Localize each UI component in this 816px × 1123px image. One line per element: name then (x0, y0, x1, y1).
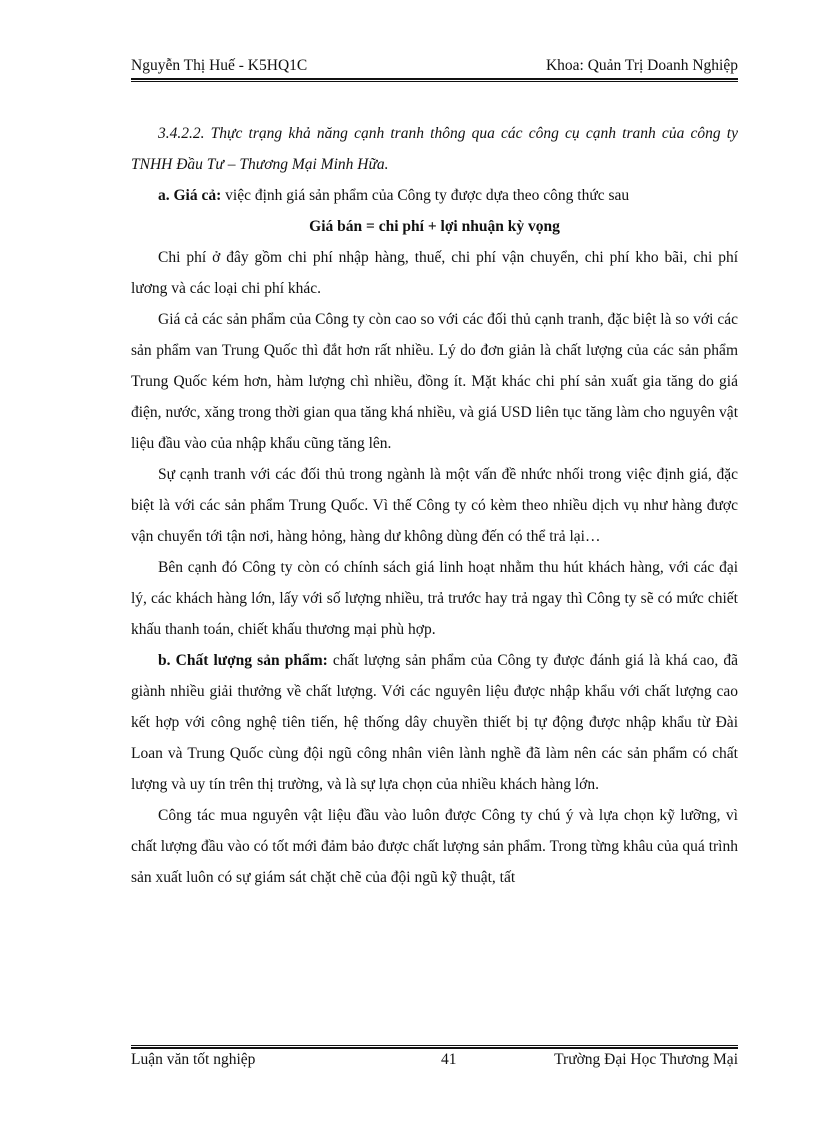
header-rule (131, 78, 738, 82)
price-label: a. Giá cả: (158, 187, 222, 204)
footer-thesis-label: Luận văn tốt nghiệp (131, 1051, 256, 1068)
footer-university: Trường Đại Học Thương Mại (554, 1051, 738, 1068)
price-formula: Giá bán = chi phí + lợi nhuận kỳ vọng (309, 218, 560, 235)
price-text: việc định giá sản phẩm của Công ty được dựa theo công thức sau (221, 187, 630, 204)
page-header (131, 51, 738, 75)
footer-rule (131, 1045, 738, 1049)
paragraph-competitor-prices: Giá cả các sản phẩm của Công ty còn cao so với các đối thủ cạnh tranh, đặc biệt là so với các sản phẩm van Trung Quốc thì đắt hơn rất nhiều. Lý do đơn giản là chất lượng của các sản phẩm Trung Quốc kém hơn, hàm lượng chì nhiều, đồng ít. Mặt khác chi phí sản xuất gia tăng do giá điện, nước, xăng trong thời gian qua tăng khá nhiều, và giá USD liên tục tăng làm cho nguyên vật liệu đầu vào của nhập khẩu cũng tăng lên. (131, 311, 738, 452)
paragraph-costs: Chi phí ở đây gồm chi phí nhập hàng, thuế, chi phí vận chuyển, chi phí kho bãi, chi phí lương và các loại chi phí khác. (131, 249, 738, 297)
header-author: Nguyễn Thị Huế - K5HQ1C (131, 57, 308, 74)
paragraph-pricing-policy: Bên cạnh đó Công ty còn có chính sách giá linh hoạt nhằm thu hút khách hàng, với các đại lý, các khách hàng lớn, lấy với số lượng nhiều, trả trước hay trả ngay thì Công ty sẽ có mức chiết khấu thanh toán, chiết khấu thương mại phù hợp. (131, 559, 738, 638)
quality-text: chất lượng sản phẩm của Công ty được đánh giá là khá cao, đã giành nhiều giải thưởng về chất lượng. Với các nguyên liệu được nhập khẩu với chất lượng cao kết hợp với công nghệ tiên tiến, hệ thống dây chuyền thiết bị tự động được nhập khẩu từ Đài Loan và Trung Quốc cùng đội ngũ công nhân viên lành nghề đã làm nên các sản phẩm có chất lượng và uy tín trên thị trường, và là sự lựa chọn của nhiều khách hàng lớn. (131, 652, 739, 793)
page-body (131, 118, 738, 893)
paragraph-materials: Công tác mua nguyên vật liệu đầu vào luôn được Công ty chú ý và lựa chọn kỹ lưỡng, vì chất lượng đầu vào có tốt mới đảm bảo được chất lượng sản phẩm. Trong từng khâu của quá trình sản xuất luôn có sự giám sát chặt chẽ của đội ngũ kỹ thuật, tất (131, 807, 738, 886)
section-heading: 3.4.2.2. Thực trạng khả năng cạnh tranh thông qua các công cụ cạnh tranh của công ty TNHH Đầu Tư – Thương Mại Minh Hữa. (131, 125, 738, 173)
page-footer (131, 1051, 738, 1075)
paragraph-price (131, 180, 738, 211)
page-number: 41 (441, 1051, 457, 1068)
header-faculty: Khoa: Quản Trị Doanh Nghiệp (545, 57, 738, 74)
quality-label: b. Chất lượng sản phẩm: (158, 652, 328, 669)
paragraph-quality (131, 645, 738, 800)
paragraph-competition: Sự cạnh tranh với các đối thủ trong ngành là một vấn đề nhức nhối trong việc định giá, đặc biệt là với các sản phẩm Trung Quốc. Vì thế Công ty có kèm theo nhiều dịch vụ như hàng được vận chuyển tới tận nơi, hàng hỏng, hàng dư không dùng đến có thể trả lại… (131, 466, 738, 545)
